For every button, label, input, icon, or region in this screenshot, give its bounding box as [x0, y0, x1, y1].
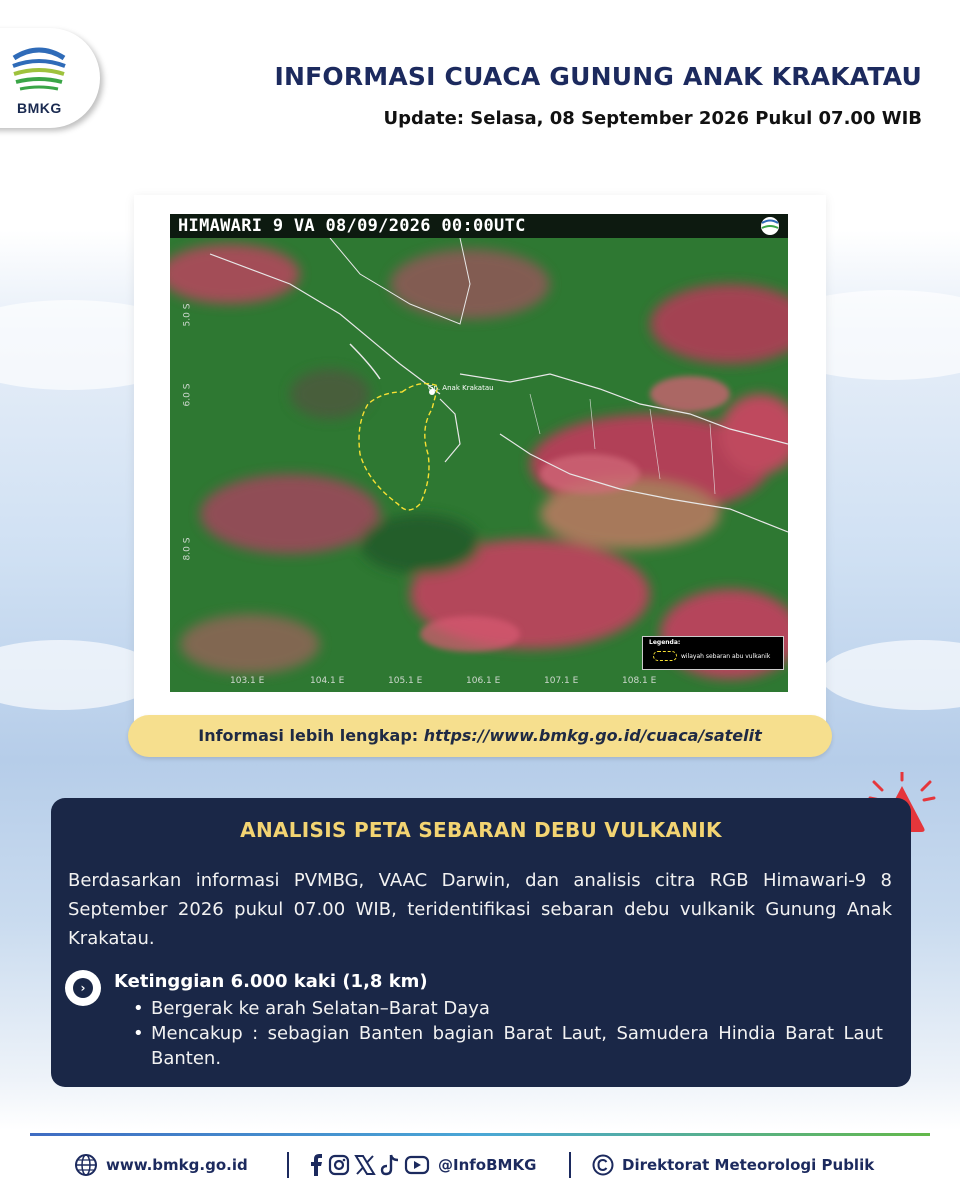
- instagram-icon[interactable]: [328, 1154, 350, 1176]
- social-icons: [310, 1154, 430, 1176]
- analysis-body: Berdasarkan informasi PVMBG, VAAC Darwin, dan analisis citra RGB Himawari-9 8 September 2026 pukul 07.00 WIB, teridentifikasi sebaran debu vulkanik Gunung Anak Krakatau.: [68, 870, 892, 949]
- satellite-image: [170, 214, 788, 692]
- footer-divider: [30, 1133, 930, 1136]
- analysis-panel: [51, 798, 911, 1087]
- more-info-link[interactable]: https://www.bmkg.go.id/cuaca/satelit: [423, 726, 762, 745]
- satellite-header: HIMAWARI 9 VA 08/09/2026 00:00UTC: [170, 214, 788, 238]
- footer-separator: [287, 1152, 289, 1178]
- logo-text: BMKG: [17, 100, 62, 116]
- bmkg-small-logo-icon: [760, 216, 780, 236]
- x-icon[interactable]: [354, 1154, 376, 1176]
- legend-swatch: [653, 651, 677, 661]
- ash-height: Ketinggian 6.000 kaki (1,8 km): [114, 971, 428, 992]
- bmkg-logo-icon: [10, 40, 68, 98]
- youtube-icon[interactable]: [404, 1154, 430, 1176]
- logo-badge: [0, 28, 100, 128]
- latitude-label: 8.0 S: [182, 537, 193, 561]
- analysis-points: [133, 996, 883, 1071]
- list-item: • Bergerak ke arah Selatan–Barat Daya: [133, 996, 883, 1021]
- longitude-label: 104.1 E: [310, 676, 345, 686]
- chevron-right-icon: ›: [65, 970, 101, 1006]
- longitude-label: 107.1 E: [544, 676, 579, 686]
- footer-social[interactable]: [310, 1150, 536, 1180]
- longitude-label: 106.1 E: [466, 676, 501, 686]
- map-legend: [642, 636, 784, 670]
- globe-icon: [74, 1153, 98, 1177]
- latitude-label: 5.0 S: [182, 303, 193, 327]
- more-info-prefix: Informasi lebih lengkap:: [198, 726, 424, 745]
- longitude-label: 108.1 E: [622, 676, 657, 686]
- volcano-label: Gn. Anak Krakatau: [428, 384, 494, 392]
- footer: [0, 1150, 960, 1180]
- page-title: INFORMASI CUACA GUNUNG ANAK KRAKATAU: [274, 62, 922, 91]
- social-handle: @InfoBMKG: [438, 1156, 537, 1174]
- footer-separator: [569, 1152, 571, 1178]
- footer-copyright: [592, 1150, 874, 1180]
- copyright-label: Direktorat Meteorologi Publik: [622, 1156, 875, 1174]
- legend-title: Legenda:: [649, 639, 681, 646]
- latitude-label: 6.0 S: [182, 383, 193, 407]
- background-cloud: [820, 640, 960, 710]
- analysis-title: ANALISIS PETA SEBARAN DEBU VULKANIK: [240, 818, 722, 842]
- update-timestamp: Update: Selasa, 08 September 2026 Pukul 07.00 WIB: [383, 108, 922, 129]
- longitude-label: 105.1 E: [388, 676, 423, 686]
- footer-website[interactable]: [74, 1150, 248, 1180]
- satellite-map: [170, 214, 788, 692]
- list-item: • Mencakup : sebagian Banten bagian Barat Laut, Samudera Hindia Barat Laut Banten.: [133, 1021, 883, 1071]
- facebook-icon[interactable]: [310, 1154, 324, 1176]
- tiktok-icon[interactable]: [380, 1154, 400, 1176]
- copyright-icon: [592, 1154, 614, 1176]
- legend-label: wilayah sebaran abu vulkanik: [681, 653, 771, 660]
- more-info-banner: [128, 715, 832, 757]
- website-label: www.bmkg.go.id: [106, 1156, 248, 1174]
- longitude-label: 103.1 E: [230, 676, 265, 686]
